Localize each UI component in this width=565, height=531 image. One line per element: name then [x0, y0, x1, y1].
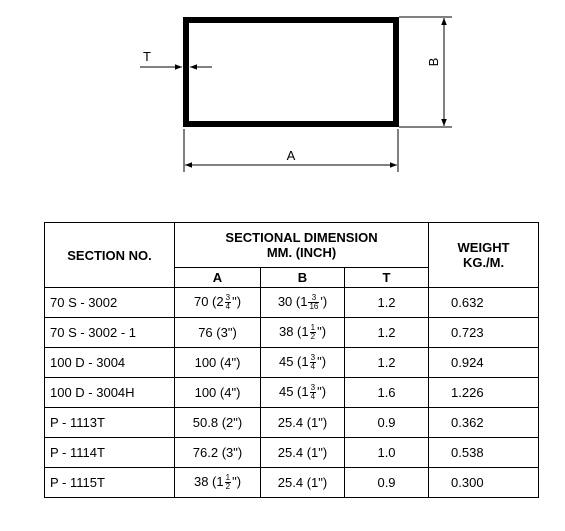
dimension-inch-close: "): [317, 353, 327, 369]
cell-section-no: 70 S - 3002: [45, 288, 175, 318]
fraction-denominator: 4: [310, 362, 316, 372]
cell-thickness-t: 1.2: [345, 318, 429, 348]
header-sectional-dimension: SECTIONAL DIMENSION MM. (INCH): [175, 223, 429, 268]
dimension-mm: 45: [278, 383, 294, 399]
fraction-denominator: 16: [309, 302, 319, 312]
cell-section-no: 100 D - 3004H: [45, 378, 175, 408]
tube-outline: [186, 20, 396, 124]
table-row: [45, 318, 539, 348]
dimension-inch-close: "): [232, 293, 242, 309]
dimension-inch-whole: 1: [301, 323, 309, 339]
cell-weight: 0.538: [429, 438, 539, 468]
b-label: B: [426, 57, 441, 67]
cell-dimension-a: 70 (2 $\frac{3}{4}$ "): [175, 288, 261, 318]
cell-dimension-a: 100 (4"): [175, 348, 261, 378]
cell-section-no: P - 1114T: [45, 438, 175, 468]
table-row: [45, 438, 539, 468]
dimension-inch-fraction: [225, 294, 231, 311]
t-label: T: [143, 49, 151, 64]
cell-weight: 0.723: [429, 318, 539, 348]
cell-thickness-t: 0.9: [345, 468, 429, 498]
fraction-denominator: 4: [225, 302, 231, 312]
cell-weight: 0.362: [429, 408, 539, 438]
fraction-numerator: 3: [310, 383, 316, 393]
dimension-inch-whole: 1: [300, 293, 308, 309]
dimension-inch-close: "): [317, 383, 327, 399]
cell-dimension-a: 76 (3"): [175, 318, 261, 348]
cell-dimension-b: 25.4 (1"): [261, 438, 345, 468]
cell-dimension-b: 45 (1 $\frac{3}{4}$ "): [261, 378, 345, 408]
cell-dimension-b: 30 (1 $\frac{3}{16}$ '): [261, 288, 345, 318]
dimension-inch-whole: 2: [216, 293, 224, 309]
cell-dimension-b: 45 (1 $\frac{3}{4}$ "): [261, 348, 345, 378]
cell-dimension-a: 100 (4"): [175, 378, 261, 408]
table-row: [45, 378, 539, 408]
dimension-mm: 30: [277, 293, 293, 309]
fraction-numerator: 1: [310, 323, 316, 333]
a-label: A: [286, 148, 296, 163]
fraction-denominator: 2: [225, 482, 231, 492]
dimension-inch-whole: 1: [216, 473, 224, 489]
header-section-no: SECTION NO.: [45, 223, 175, 288]
fraction-numerator: 3: [308, 294, 319, 303]
dimension-mm: 38: [278, 323, 294, 339]
cell-section-no: P - 1115T: [45, 468, 175, 498]
cell-dimension-b: 25.4 (1"): [261, 408, 345, 438]
cell-dimension-b: 38 (1 $\frac{1}{2}$ "): [261, 318, 345, 348]
cell-dimension-a: 76.2 (3"): [175, 438, 261, 468]
table-row: [45, 288, 539, 318]
cell-thickness-t: 1.6: [345, 378, 429, 408]
header-col-a: A: [175, 268, 261, 288]
cell-section-no: P - 1113T: [45, 408, 175, 438]
dimension-inch-close: '): [320, 293, 328, 309]
dimension-inch-whole: 1: [301, 353, 309, 369]
dimension-mm: 38: [193, 473, 209, 489]
table-body: [45, 288, 539, 498]
header-weight: WEIGHT KG./M.: [429, 223, 539, 288]
table-row: [45, 408, 539, 438]
dimension-inch-fraction: [310, 384, 316, 401]
header-col-b: B: [261, 268, 345, 288]
section-dimension-table: [44, 222, 539, 498]
dimension-inch-close: "): [317, 323, 327, 339]
dimension-inch-fraction: [310, 324, 316, 341]
cell-thickness-t: 1.2: [345, 348, 429, 378]
fraction-numerator: 3: [225, 293, 231, 303]
dimension-inch-fraction: [225, 474, 231, 491]
table-row: [45, 348, 539, 378]
dimension-mm: 70: [193, 293, 209, 309]
cell-dimension-a: 50.8 (2"): [175, 408, 261, 438]
cell-thickness-t: 1.2: [345, 288, 429, 318]
cell-dimension-b: 25.4 (1"): [261, 468, 345, 498]
header-col-t: T: [345, 268, 429, 288]
cell-section-no: 100 D - 3004: [45, 348, 175, 378]
fraction-numerator: 3: [310, 353, 316, 363]
fraction-denominator: 4: [310, 392, 316, 402]
cell-weight: 0.632: [429, 288, 539, 318]
dimension-inch-whole: 1: [301, 383, 309, 399]
rectangular-tube-diagram: [0, 0, 565, 200]
cell-weight: 0.924: [429, 348, 539, 378]
dimension-mm: 45: [278, 353, 294, 369]
fraction-denominator: 2: [310, 332, 316, 342]
cell-dimension-a: 38 (1 $\frac{1}{2}$ "): [175, 468, 261, 498]
fraction-numerator: 1: [225, 473, 231, 483]
dimension-inch-close: "): [232, 473, 242, 489]
cell-thickness-t: 0.9: [345, 408, 429, 438]
cell-thickness-t: 1.0: [345, 438, 429, 468]
table-row: [45, 468, 539, 498]
cell-section-no: 70 S - 3002 - 1: [45, 318, 175, 348]
dimension-inch-fraction: [308, 294, 319, 311]
cell-weight: 1.226: [429, 378, 539, 408]
dimension-inch-fraction: [310, 354, 316, 371]
cell-weight: 0.300: [429, 468, 539, 498]
